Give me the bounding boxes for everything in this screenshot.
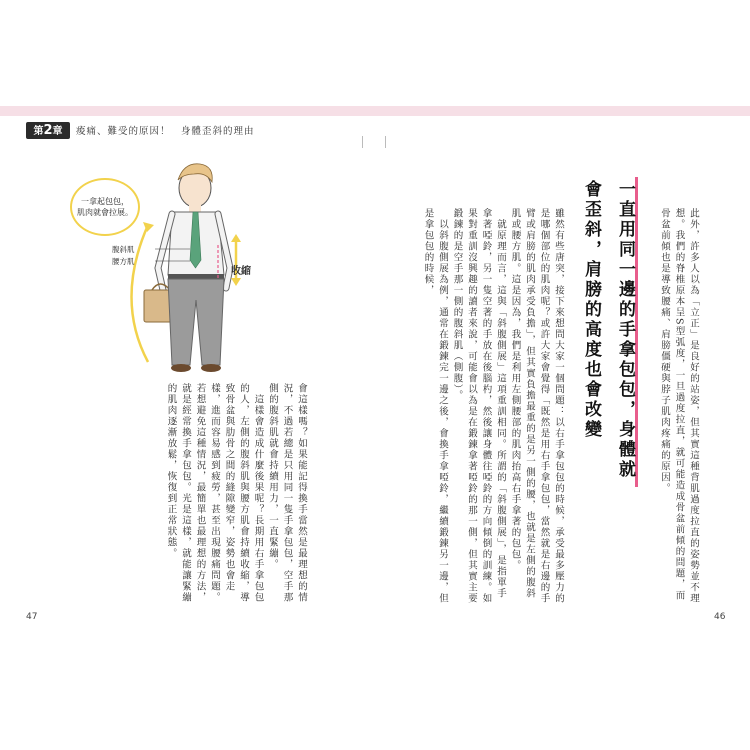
label-lumbar: 腰方肌 xyxy=(112,257,135,266)
chapter-prefix: 第 xyxy=(33,126,44,137)
gutter-mark xyxy=(385,136,386,148)
page-number-right: 46 xyxy=(714,612,726,622)
section-headline: 一直用同一邊的手拿包包，身體就會歪斜，肩膀的高度也會改變 xyxy=(581,180,635,480)
shrink-label: 收縮 xyxy=(231,266,251,277)
chapter-number: 2 xyxy=(43,123,53,138)
trousers xyxy=(168,279,224,365)
stretch-callout xyxy=(70,178,140,236)
stretch-callout-text: 一拿起包包， 肌肉就會拉展。 xyxy=(77,197,133,217)
label-oblique: 腹斜肌 xyxy=(112,245,135,254)
page-number-left: 47 xyxy=(26,612,38,622)
main-body-right: 雖然有些唐突，接下來想問大家一個問題：以右手拿包包的時候，承受最多壓力的是哪個部位的肌肉呢？或許大家會覺得「既然是用右手拿包包，當然就是右邊的手臂或肩膀的肌肉承受負擔」，但其實負擔最重的是另一側的腰，也就是左側的腹斜肌或腰方肌。這是因為，我們是利用左側腰部的肌肉抬高右手拿著的包包。 就原理而言，這與「斜腹側展」這項重訓相同。所謂的「斜腹側展」，是指單手拿著啞鈴，另一隻空著的手放在後腦杓，然後讓身體往啞鈴的方向傾倒的訓練。如果對重訓沒興趣的讀者來說，可能會以為是在鍛鍊拿著啞鈴的那一側，但其實主要鍛鍊的是空手那一側的腹斜肌（側腹）。 以斜腹側展為例，通常在鍛鍊完一邊之後，會換手拿啞鈴，繼續鍛鍊另一邊，但是拿包包的時候， xyxy=(422,208,564,604)
chapter-suffix: 章 xyxy=(52,126,63,137)
gutter-mark xyxy=(362,136,363,148)
chapter-title: 痠痛、難受的原因！ 身體歪斜的理由 xyxy=(76,126,255,137)
chapter-tab xyxy=(26,122,70,139)
intro-paragraph: 此外，許多人以為「立正」是良好的站姿，但其實這種背肌過度拉直的姿勢並不理想。我們的脊椎原本呈S型弧度，一旦過度拉直，就可能造成骨盆前傾的問題，而骨盆前傾也是導致腰痛、肩膀僵硬與脖子肌肉疼痛的原因。 xyxy=(659,208,699,604)
main-body-left: 會這樣嗎？如果能記得換手當然是最理想的情況，不過若總是只用同一隻手拿包包，空手那側的腹斜肌就會持續用力，一直緊繃。 這樣會造成什麼後果呢？長期用右手拿包包的人，左側的腹斜肌與腰方肌會持續收縮，導致骨盆與肋骨之間的縫隙變窄，姿勢也會走樣，進而容易感到疲勞，甚至出現腰痛問題。若想避免這種情況，最簡單也最理想的方法，就是經常換手拿包包。光是這樣，就能讓緊繃的肌肉逐漸放鬆，恢復到正常狀態。 xyxy=(165,383,307,603)
